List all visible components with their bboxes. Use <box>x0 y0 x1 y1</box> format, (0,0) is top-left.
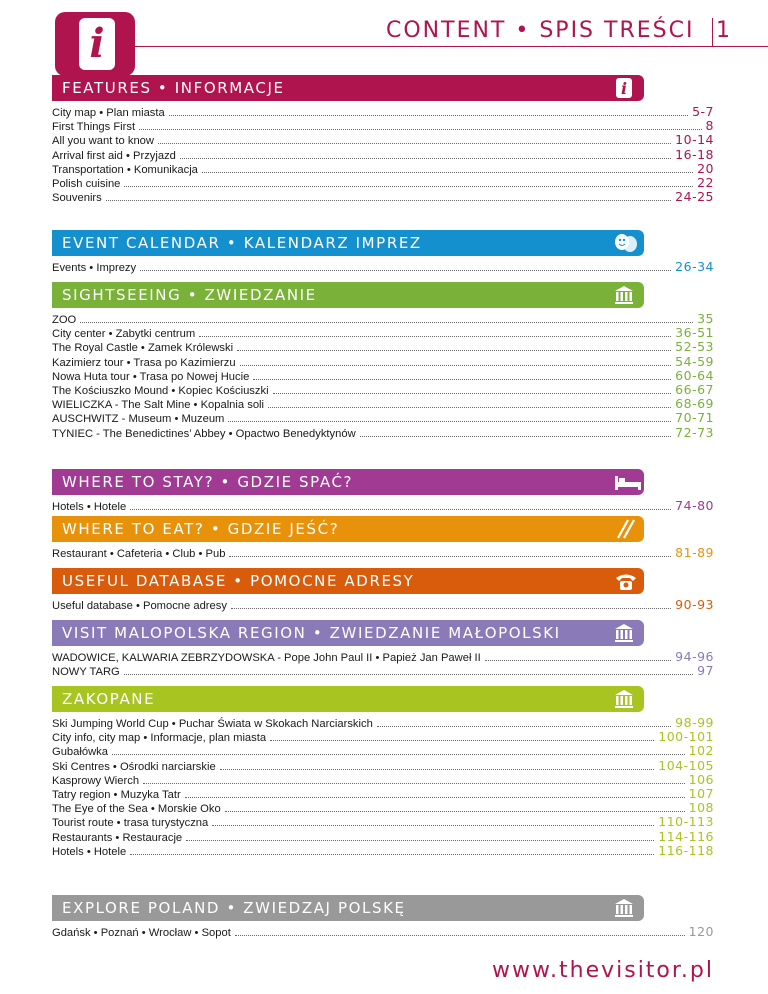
toc-entry[interactable] <box>52 355 714 369</box>
toc-entry[interactable] <box>52 787 714 801</box>
toc-entry[interactable] <box>52 176 714 190</box>
dot-leader <box>212 815 654 826</box>
dot-leader <box>186 830 654 841</box>
entry-label: The Eye of the Sea • Morskie Oko <box>52 803 221 816</box>
dot-leader <box>360 426 672 437</box>
entry-label: City center • Zabytki centrum <box>52 328 196 341</box>
toc-entry[interactable] <box>52 801 714 815</box>
entry-page-number: 74-80 <box>675 498 714 513</box>
entry-page-number: 90-93 <box>675 597 714 612</box>
toc-entry[interactable] <box>52 383 714 397</box>
entry-list <box>0 105 768 204</box>
entry-list <box>0 499 768 513</box>
entry-page-number: 52-53 <box>675 339 714 355</box>
toc-entry[interactable] <box>52 426 714 440</box>
entry-page-number: 100-101 <box>658 729 714 745</box>
dot-leader <box>112 744 685 755</box>
entry-page-number: 60-64 <box>675 367 714 383</box>
entry-page-number: 102 <box>688 743 714 759</box>
entry-page-number: 24-25 <box>675 189 714 205</box>
entry-page-number: 26-34 <box>675 259 714 274</box>
dot-leader <box>220 759 655 770</box>
museum-icon <box>614 898 634 918</box>
entry-page-number: 35 <box>697 311 714 326</box>
entry-label: Gubałówka <box>52 746 108 759</box>
dot-leader <box>202 162 693 173</box>
entry-page-number: 68-69 <box>675 396 714 412</box>
museum-icon <box>614 689 634 709</box>
entry-label: Nowa Huta tour • Trasa po Nowej Hucie <box>52 370 250 383</box>
entry-page-number: 16-18 <box>675 146 714 162</box>
museum-icon <box>614 623 634 643</box>
svg-text:i: i <box>620 79 628 98</box>
info-logo <box>55 12 135 76</box>
dot-leader <box>240 355 672 366</box>
entry-label: Restaurant • Cafeteria • Club • Pub <box>52 548 226 560</box>
entry-list <box>0 716 768 858</box>
entry-page-number: 114-116 <box>658 828 714 844</box>
section-header-bar <box>52 895 644 921</box>
entry-page-number: 10-14 <box>675 132 714 148</box>
section-title: ZAKOPANE <box>62 690 156 708</box>
toc-entry[interactable] <box>52 105 714 119</box>
entry-label: Events • Imprezy <box>52 262 137 274</box>
toc-entry[interactable] <box>52 773 714 787</box>
dot-leader <box>185 787 685 798</box>
entry-label: ZOO <box>52 314 77 326</box>
entry-page-number: 107 <box>688 785 714 801</box>
bed-icon <box>614 472 634 492</box>
cutlery-icon <box>614 519 634 539</box>
entry-page-number: 54-59 <box>675 353 714 369</box>
toc-entry[interactable] <box>52 133 714 147</box>
dot-leader <box>130 499 671 510</box>
info-icon <box>614 78 634 98</box>
entry-label: WADOWICE, KALWARIA ZEBRZYDOWSKA - Pope John Paul II • Papież Jan Paweł II <box>52 652 481 664</box>
toc-entry[interactable] <box>52 190 714 204</box>
dot-leader <box>270 730 654 741</box>
dot-leader <box>130 844 654 855</box>
entry-label: All you want to know <box>52 135 154 148</box>
toc-entry[interactable] <box>52 815 714 829</box>
toc-entry[interactable] <box>52 744 714 758</box>
entry-label: Hotels • Hotele <box>52 845 127 858</box>
dot-leader <box>169 105 688 116</box>
dot-leader <box>80 312 693 323</box>
toc-section <box>0 75 768 204</box>
entry-page-number: 5-7 <box>692 104 714 119</box>
toc-entry[interactable] <box>52 759 714 773</box>
entry-list <box>0 650 768 678</box>
entry-list <box>0 260 768 274</box>
entry-label: Tatry region • Muzyka Tatr <box>52 788 181 801</box>
entry-label: Ski Centres • Ośrodki narciarskie <box>52 760 216 773</box>
dot-leader <box>106 190 671 201</box>
dot-leader <box>124 664 693 675</box>
dot-leader <box>143 773 685 784</box>
entry-label: Ski Jumping World Cup • Puchar Świata w Skokach Narciarskich <box>52 718 373 730</box>
entry-page-number: 20 <box>697 160 714 176</box>
entry-label: First Things First <box>52 121 136 134</box>
entry-page-number: 104-105 <box>658 757 714 773</box>
toc-section <box>0 282 768 440</box>
page-title: CONTENT • SPIS TREŚCI <box>386 18 695 43</box>
toc-section <box>0 568 768 612</box>
dot-leader <box>253 369 671 380</box>
dot-leader <box>228 411 671 422</box>
toc-entry[interactable] <box>52 369 714 383</box>
toc-entry[interactable] <box>52 119 714 133</box>
dot-leader <box>268 397 671 408</box>
entry-label: Useful database • Pomocne adresy <box>52 600 227 612</box>
entry-label: TYNIEC - The Benedictines’ Abbey • Opactwo Benedyktynów <box>52 427 356 440</box>
dot-leader <box>139 119 701 130</box>
website-url[interactable]: www.thevisitor.pl <box>492 958 714 983</box>
dot-leader <box>235 925 685 936</box>
toc-entry[interactable] <box>52 499 714 513</box>
entry-label: City info, city map • Informacje, plan miasta <box>52 732 267 745</box>
dot-leader <box>231 598 671 609</box>
section-title: EVENT CALENDAR • KALENDARZ IMPREZ <box>62 234 422 252</box>
entry-page-number: 106 <box>688 771 714 787</box>
dot-leader <box>237 340 671 351</box>
entry-label: Tourist route • trasa turystyczna <box>52 817 209 830</box>
theatre-masks-icon <box>614 233 634 253</box>
entry-page-number: 94-96 <box>675 649 714 664</box>
toc-entry[interactable] <box>52 664 714 678</box>
section-title: FEATURES • INFORMACJE <box>62 79 285 97</box>
toc-section <box>0 516 768 560</box>
toc-entry[interactable] <box>52 925 714 939</box>
entry-label: NOWY TARG <box>52 666 120 679</box>
toc-section <box>0 469 768 513</box>
toc-entry[interactable] <box>52 716 714 730</box>
entry-label: City map • Plan miasta <box>52 107 165 119</box>
toc-entry[interactable] <box>52 844 714 858</box>
toc-section <box>0 230 768 274</box>
entry-page-number: 108 <box>688 800 714 816</box>
toc-entry[interactable] <box>52 148 714 162</box>
section-title: EXPLORE POLAND • ZWIEDZAJ POLSKĘ <box>62 899 406 917</box>
entry-page-number: 72-73 <box>675 424 714 440</box>
section-header-bar <box>52 75 644 101</box>
toc-entry[interactable] <box>52 260 714 274</box>
toc-entry[interactable] <box>52 312 714 326</box>
entry-label: WIELICZKA - The Salt Mine • Kopalnia soli <box>52 399 265 412</box>
dot-leader <box>180 148 671 159</box>
toc-entry[interactable] <box>52 340 714 354</box>
header-rule <box>135 46 768 47</box>
section-title: WHERE TO EAT? • GDZIE JEŚĆ? <box>62 520 340 538</box>
toc-section <box>0 620 768 678</box>
dot-leader <box>140 260 671 271</box>
section-header-bar <box>52 620 644 646</box>
section-title: SIGHTSEEING • ZWIEDZANIE <box>62 286 317 304</box>
entry-label: Kasprowy Wierch <box>52 774 140 787</box>
section-header-bar <box>52 282 644 308</box>
dot-leader <box>229 546 671 557</box>
section-header-bar <box>52 686 644 712</box>
dot-leader <box>377 716 671 727</box>
entry-page-number: 22 <box>697 174 714 190</box>
toc-entry[interactable] <box>52 546 714 560</box>
dot-leader <box>273 383 672 394</box>
toc-entry[interactable] <box>52 730 714 744</box>
dot-leader <box>158 133 671 144</box>
dot-leader <box>199 326 671 337</box>
entry-label: Hotels • Hotele <box>52 501 127 513</box>
toc-entry[interactable] <box>52 162 714 176</box>
section-header-bar <box>52 568 644 594</box>
entry-label: AUSCHWITZ - Museum • Muzeum <box>52 413 225 426</box>
toc-entry[interactable] <box>52 326 714 340</box>
page-number: 1 <box>716 18 730 43</box>
entry-page-number: 116-118 <box>658 842 714 858</box>
entry-page-number: 8 <box>705 118 714 134</box>
section-title: WHERE TO STAY? • GDZIE SPAĆ? <box>62 473 354 491</box>
toc-entry[interactable] <box>52 397 714 411</box>
entry-page-number: 81-89 <box>675 545 714 560</box>
entry-page-number: 110-113 <box>658 814 714 830</box>
section-header-bar <box>52 469 644 495</box>
entry-label: The Kościuszko Mound • Kopiec Kościuszki <box>52 384 269 397</box>
section-title: VISIT MALOPOLSKA REGION • ZWIEDZANIE MAŁOPOLSKI <box>62 624 561 642</box>
entry-list <box>0 925 768 939</box>
entry-page-number: 36-51 <box>675 325 714 341</box>
entry-page-number: 70-71 <box>675 410 714 426</box>
entry-page-number: 120 <box>688 924 714 939</box>
toc-section <box>0 686 768 858</box>
entry-label: Transportation • Komunikacja <box>52 163 198 176</box>
info-icon: i <box>79 18 115 70</box>
toc-entry[interactable] <box>52 598 714 612</box>
entry-page-number: 98-99 <box>675 715 714 730</box>
telephone-icon <box>614 571 634 591</box>
section-header-bar <box>52 516 644 542</box>
entry-page-number: 97 <box>697 663 714 679</box>
toc-entry[interactable] <box>52 830 714 844</box>
entry-page-number: 66-67 <box>675 381 714 397</box>
entry-label: The Royal Castle • Zamek Królewski <box>52 342 234 355</box>
entry-label: Arrival first aid • Przyjazd <box>52 149 176 162</box>
entry-list <box>0 312 768 440</box>
entry-label: Polish cuisine <box>52 177 121 190</box>
toc-section <box>0 895 768 939</box>
entry-label: Gdańsk • Poznań • Wrocław • Sopot <box>52 927 231 939</box>
entry-list <box>0 546 768 560</box>
dot-leader <box>485 650 671 661</box>
entry-list <box>0 598 768 612</box>
section-title: USEFUL DATABASE • POMOCNE ADRESY <box>62 572 415 590</box>
toc-entry[interactable] <box>52 650 714 664</box>
entry-label: Kazimierz tour • Trasa po Kazimierzu <box>52 356 236 369</box>
toc-entry[interactable] <box>52 411 714 425</box>
divider <box>712 18 713 46</box>
entry-label: Souvenirs <box>52 192 102 205</box>
museum-icon <box>614 285 634 305</box>
dot-leader <box>225 801 685 812</box>
section-header-bar <box>52 230 644 256</box>
entry-label: Restaurants • Restauracje <box>52 831 183 844</box>
dot-leader <box>124 176 693 187</box>
